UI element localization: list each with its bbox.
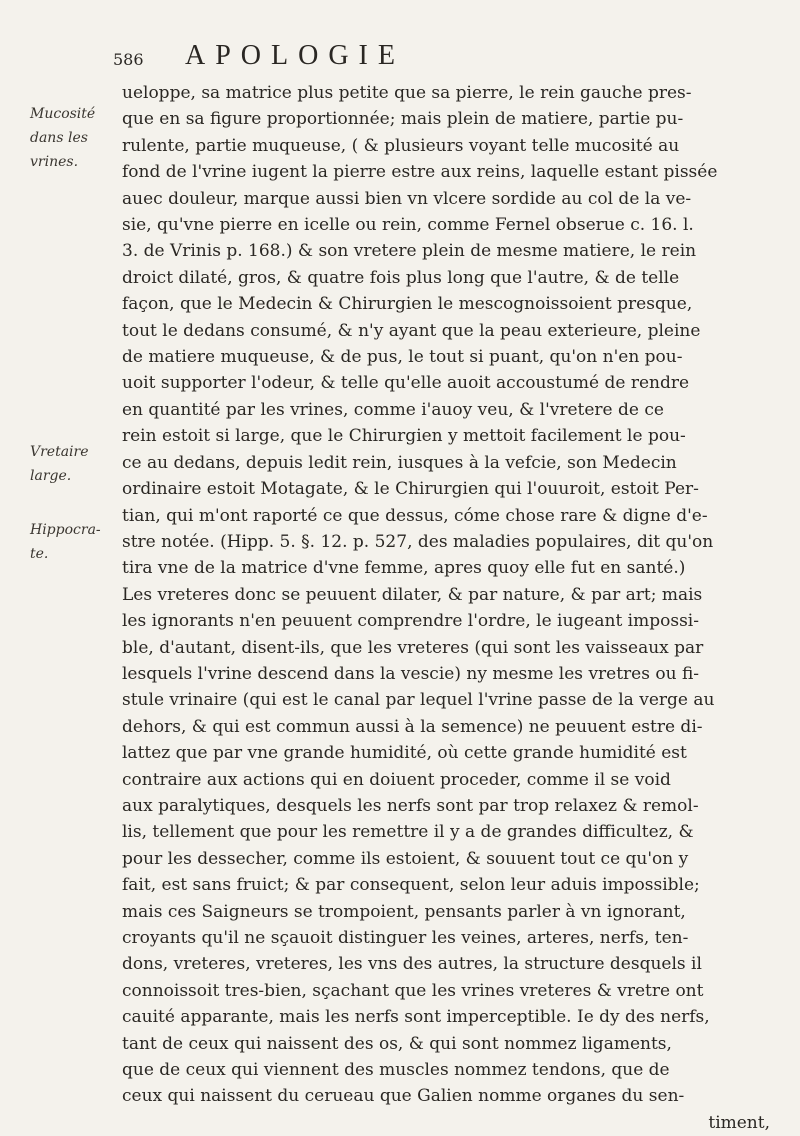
text-line: façon, que le Medecin & Chirurgien le mescognoissoient presque, <box>122 294 693 315</box>
text-line: tira vne de la matrice d'vne femme, apres quoy elle fut en santé.) <box>122 558 686 579</box>
margin-note-line: Mucosité <box>30 106 96 122</box>
body-text <box>122 80 782 1136</box>
text-line: ueloppe, sa matrice plus petite que sa pierre, le rein gauche pres- <box>122 83 692 103</box>
text-line: tian, qui m'ont raporté ce que dessus, cóme chose rare & digne d'e- <box>122 505 708 526</box>
text-line: contraire aux actions qui en doiuent proceder, comme il se void <box>122 769 671 790</box>
text-line: tant de ceux qui naissent des os, & qui sont nommez ligaments, <box>122 1033 672 1054</box>
margin-note-line: large. <box>30 468 72 484</box>
text-line: mais ces Saigneurs se trompoient, pensants parler à vn ignorant, <box>122 901 686 922</box>
text-line: ce au dedans, depuis ledit rein, iusques à la vefcie, son Medecin <box>122 452 677 473</box>
text-line: lattez que par vne grande humidité, où cette grande humidité est <box>122 743 687 764</box>
text-line: stule vrinaire (qui est le canal par lequel l'vrine passe de la verge au <box>122 690 715 711</box>
text-line: fond de l'vrine iugent la pierre estre aux reins, laquelle estant pissée <box>122 162 718 183</box>
text-line: fait, est sans fruict; & par consequent, selon leur aduis impossible; <box>122 875 700 896</box>
margin-note-line: dans les <box>30 130 88 146</box>
text-line: que de ceux qui viennent des muscles nommez tendons, que de <box>122 1060 670 1081</box>
text-line: en quantité par les vrines, comme i'auoy veu, & l'vretere de ce <box>122 399 664 420</box>
margin-note-line: te. <box>30 546 49 562</box>
text-line: croyants qu'il ne sçauoit distinguer les veines, arteres, nerfs, ten- <box>122 928 689 948</box>
running-title: APOLOGIE <box>185 40 405 71</box>
margin-note-line: Vretaire <box>30 444 89 460</box>
margin-note-mucosite <box>30 102 95 174</box>
text-line: que en sa figure proportionnée; mais plein de matiere, partie pu- <box>122 109 684 130</box>
catchword: timent, <box>708 1112 770 1133</box>
text-line: ble, d'autant, disent-ils, que les vreteres (qui sont les vaisseaux par <box>122 637 704 658</box>
page-number: 586 <box>113 50 144 69</box>
margin-note-line: vrines. <box>30 154 79 170</box>
text-line: les ignorants n'en peuuent comprendre l'ordre, le iugeant impossi- <box>122 611 699 632</box>
margin-note-vretaire <box>30 440 89 488</box>
text-line: rulente, partie muqueuse, ( & plusieurs voyant telle mucosité au <box>122 135 680 156</box>
page-header <box>113 40 773 74</box>
text-line: de matiere muqueuse, & de pus, le tout si puant, qu'on n'en pou- <box>122 347 683 368</box>
text-line: auec douleur, marque aussi bien vn vlcere sordide au col de la ve- <box>122 188 692 209</box>
text-line: rein estoit si large, que le Chirurgien y mettoit facilement le pou- <box>122 426 686 447</box>
text-line: uoit supporter l'odeur, & telle qu'elle auoit accoustumé de rendre <box>122 373 690 394</box>
text-line: aux paralytiques, desquels les nerfs sont par trop relaxez & remol- <box>122 795 699 816</box>
text-line: sie, qu'vne pierre en icelle ou rein, comme Fernel obserue c. 16. l. <box>122 215 694 236</box>
text-line: lesquels l'vrine descend dans la vescie) ny mesme les vretres ou fi- <box>122 663 700 684</box>
text-line: pour les dessecher, comme ils estoient, & souuent tout ce qu'on y <box>122 848 689 869</box>
margin-note-line: Hippocra- <box>30 522 101 538</box>
text-line: connoissoit tres-bien, sçachant que les vrines vreteres & vretre ont <box>122 980 704 1001</box>
text-line: cauité apparante, mais les nerfs sont imperceptible. Ie dy des nerfs, <box>122 1007 710 1028</box>
text-line: ceux qui naissent du cerueau que Galien nomme organes du sen- <box>122 1086 685 1107</box>
text-line: ordinaire estoit Motagate, & le Chirurgien qui l'ouuroit, estoit Per- <box>122 479 699 500</box>
text-line: Les vreteres donc se peuuent dilater, & par nature, & par art; mais <box>122 584 703 605</box>
text-line: dehors, & qui est commun aussi à la semence) ne peuuent estre di- <box>122 716 703 737</box>
text-line: stre notée. (Hipp. 5. §. 12. p. 527, des maladies populaires, dit qu'on <box>122 531 714 552</box>
margin-note-hippocrate <box>30 518 101 566</box>
text-line: dons, vreteres, vreteres, les vns des autres, la structure desquels il <box>122 954 702 975</box>
text-line: tout le dedans consumé, & n'y ayant que la peau exterieure, pleine <box>122 320 701 341</box>
text-line: lis, tellement que pour les remettre il y a de grandes difficultez, & <box>122 822 694 843</box>
text-line: droict dilaté, gros, & quatre fois plus long que l'autre, & de telle <box>122 267 680 288</box>
text-line: 3. de Vrinis p. 168.) & son vretere plein de mesme matiere, le rein <box>122 241 697 262</box>
